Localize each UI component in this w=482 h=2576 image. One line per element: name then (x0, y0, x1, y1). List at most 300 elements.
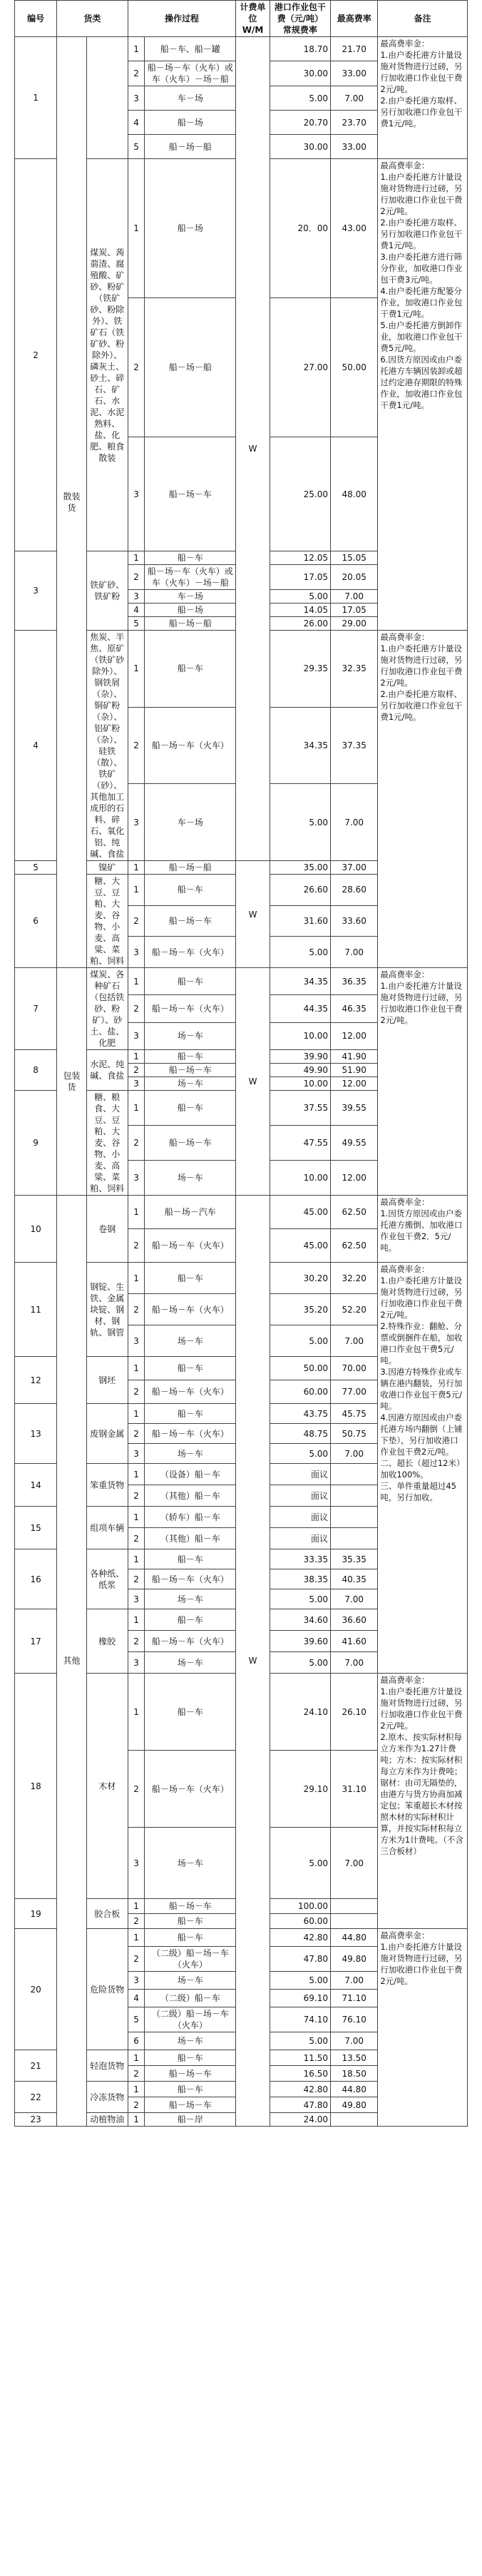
cargo-name: 糖、大豆、豆粕、大麦、谷物、小麦、高粱、菜粕、饲料 (86, 875, 128, 968)
normal-rate: 26.00 (270, 617, 330, 631)
normal-rate: 30.00 (270, 135, 330, 159)
normal-rate: 33.35 (270, 1549, 330, 1569)
normal-rate: 5.00 (270, 784, 330, 861)
max-rate: 7.00 (331, 590, 378, 604)
sub-number: 1 (128, 2082, 145, 2097)
sub-number: 5 (128, 135, 145, 159)
normal-rate: 100.00 (270, 1899, 330, 1914)
operation-text: 船－场－车（火车） (145, 1569, 236, 1589)
max-rate (331, 2113, 378, 2127)
cargo-name: 水泥、纯碱、食盐 (86, 1050, 128, 1091)
row-number: 6 (15, 875, 57, 968)
cargo-name: 冷冻货物 (86, 2082, 128, 2113)
max-rate: 7.00 (331, 2032, 378, 2050)
unit-w-2: W (236, 861, 270, 968)
operation-text: （二级）船－场－车（火车） (145, 1947, 236, 1972)
operation-text: （设备）船－车 (145, 1464, 236, 1485)
operation-text: 船－车、船－罐 (145, 37, 236, 61)
operation-text: 船－场－车（火车）或车（火车）－场－船 (145, 61, 236, 86)
operation-text: 场－车 (145, 1161, 236, 1196)
operation-text: （轿车）船－车 (145, 1507, 236, 1528)
normal-rate: 30.20 (270, 1263, 330, 1294)
cargo-name (86, 37, 128, 159)
normal-rate: 5.00 (270, 1325, 330, 1357)
operation-text: 船－场－车（火车） (145, 1229, 236, 1263)
row-number: 23 (15, 2113, 57, 2127)
max-rate: 13.50 (331, 2050, 378, 2066)
operation-text: 船－车 (145, 2050, 236, 2066)
operation-text: 船－车 (145, 1549, 236, 1569)
sub-number: 3 (128, 1022, 145, 1049)
normal-rate: 5.00 (270, 590, 330, 604)
sub-number: 1 (128, 159, 145, 298)
row-number: 15 (15, 1507, 57, 1549)
cargo-name: 笨重货物 (86, 1464, 128, 1507)
normal-rate: 39.90 (270, 1050, 330, 1064)
normal-rate: 34.60 (270, 1609, 330, 1631)
max-rate: 41.60 (331, 1631, 378, 1652)
sub-number: 3 (128, 86, 145, 111)
normal-rate: 74.10 (270, 2007, 330, 2032)
operation-text: 船－车 (145, 1609, 236, 1631)
operation-text: 船－车 (145, 1914, 236, 1929)
normal-rate: 47.55 (270, 1126, 330, 1161)
sub-number: 1 (128, 1263, 145, 1294)
max-rate: 46.35 (331, 995, 378, 1022)
normal-rate: 50.00 (270, 1357, 330, 1380)
sub-number: 4 (128, 111, 145, 135)
cargo-name: 煤炭、蒟蒻渣、腐殖酸、矿砂、粉矿（铁矿砂、粉除外）、铁矿石（铁矿砂、粉除外）、磷灰土、砂土、碎石、矿石、水泥、水泥熟料、盐、化肥、粮食散装 (86, 159, 128, 551)
normal-rate: 面议 (270, 1507, 330, 1528)
operation-text: 船－场－车 (145, 905, 236, 937)
remark-10: 最高费率金： 1.因货方原因或由户委托港方搬倒、加收港口作业包干费2．5元/吨。 (378, 1196, 468, 1263)
operation-text: 船－车 (145, 1263, 236, 1294)
normal-rate: 17.05 (270, 565, 330, 590)
max-rate: 12.00 (331, 1022, 378, 1049)
normal-rate: 60.00 (270, 1380, 330, 1404)
remark-18: 最高费率金： 1.由户委托港方计量设施对货物进行过磅，另行加收港口作业包干费2元/吨。 2.原木、按实际材积每立方米作为1.27计费吨；方木：按实际材积每立方米作为计费吨；锯材：由司无隔垫的，由港方与货方协商加减定包；笨重超长木材按照木材的实际材积计算，并按实际材积每立方米为1计费吨。（不含三合板材） (378, 1674, 468, 1929)
sub-number: 2 (128, 1947, 145, 1972)
sub-number: 3 (128, 1972, 145, 1990)
max-rate: 77.00 (331, 1380, 378, 1404)
normal-rate: 5.00 (270, 1828, 330, 1899)
sub-number: 2 (128, 1751, 145, 1828)
normal-rate: 5.00 (270, 2032, 330, 2050)
normal-rate: 47.80 (270, 1947, 330, 1972)
max-rate: 7.00 (331, 1652, 378, 1674)
sub-number: 1 (128, 1091, 145, 1126)
sub-number: 2 (128, 1569, 145, 1589)
normal-rate: 49.90 (270, 1064, 330, 1077)
operation-text: 场－车 (145, 1828, 236, 1899)
sub-number: 1 (128, 2050, 145, 2066)
max-rate: 40.35 (331, 1569, 378, 1589)
row-number: 2 (15, 159, 57, 551)
normal-rate: 37.55 (270, 1091, 330, 1126)
operation-text: 场－车 (145, 1325, 236, 1357)
max-rate: 51.90 (331, 1064, 378, 1077)
normal-rate: 18.70 (270, 37, 330, 61)
cargo-name: 轻泡货物 (86, 2050, 128, 2082)
max-rate: 49.80 (331, 1947, 378, 1972)
sub-number: 3 (128, 784, 145, 861)
operation-text: 船－场－船 (145, 298, 236, 437)
row-number: 8 (15, 1050, 57, 1091)
sub-number: 2 (128, 1229, 145, 1263)
max-rate (331, 1914, 378, 1929)
sub-number: 3 (128, 1161, 145, 1196)
operation-text: 船－场－车（火车） (145, 1424, 236, 1444)
remark-7: 最高费率金： 1.由户委托港方计量设施对货物进行过磅，另行加收港口作业包干费2元/吨。 (378, 968, 468, 1196)
max-rate: 37.00 (331, 861, 378, 875)
operation-text: 场－车 (145, 1652, 236, 1674)
normal-rate: 5.00 (270, 937, 330, 968)
cargo-name: 木材 (86, 1674, 128, 1899)
row-number: 16 (15, 1549, 57, 1609)
operation-text: 船－车 (145, 1357, 236, 1380)
max-rate: 62.50 (331, 1196, 378, 1229)
row-number: 18 (15, 1674, 57, 1899)
max-rate: 18.50 (331, 2066, 378, 2082)
max-rate: 43.00 (331, 159, 378, 298)
normal-rate: 5.00 (270, 1652, 330, 1674)
operation-text: 车－场 (145, 86, 236, 111)
sub-number: 3 (128, 1077, 145, 1091)
operation-text: 船－场－车（火车） (145, 1751, 236, 1828)
normal-rate: 5.00 (270, 1972, 330, 1990)
max-rate (331, 1485, 378, 1507)
operation-text: 船－场－车（火车） (145, 1294, 236, 1325)
row-number: 4 (15, 631, 57, 861)
operation-text: 船－场－车 (145, 2097, 236, 2113)
sub-number: 1 (128, 1196, 145, 1229)
normal-rate: 45.00 (270, 1196, 330, 1229)
remark-20: 最高费率金： 1.由户委托港方计量设施对货物进行过磅，另行加收港口作业包干费2元/吨。 (378, 1929, 468, 2127)
max-rate: 29.00 (331, 617, 378, 631)
normal-rate: 35.20 (270, 1294, 330, 1325)
sub-number: 4 (128, 1990, 145, 2007)
row-number: 13 (15, 1404, 57, 1464)
max-rate: 71.10 (331, 1990, 378, 2007)
operation-text: 船－场－车（火车）或车（火车）－场－船 (145, 565, 236, 590)
operation-text: 船－车 (145, 875, 236, 906)
operation-text: 船－车 (145, 968, 236, 995)
operation-text: 船－场－车（火车） (145, 1631, 236, 1652)
sub-number: 5 (128, 617, 145, 631)
header-remark: 备注 (378, 1, 468, 37)
max-rate (331, 1528, 378, 1549)
sub-number: 1 (128, 1899, 145, 1914)
operation-text: 船－车 (145, 1674, 236, 1751)
max-rate: 23.70 (331, 111, 378, 135)
normal-rate: 48.75 (270, 1424, 330, 1444)
operation-text: 船－场－车 (145, 437, 236, 551)
operation-text: 车－场 (145, 784, 236, 861)
operation-text: （其他）船－车 (145, 1485, 236, 1507)
max-rate: 15.05 (331, 551, 378, 565)
normal-rate: 10.00 (270, 1022, 330, 1049)
max-rate: 44.80 (331, 2082, 378, 2097)
max-rate: 48.00 (331, 437, 378, 551)
row-number: 12 (15, 1357, 57, 1404)
max-rate: 41.90 (331, 1050, 378, 1064)
unit-w-3: W (236, 968, 270, 1196)
max-rate (331, 1507, 378, 1528)
operation-text: 船－场－车 (145, 1064, 236, 1077)
sub-number: 1 (128, 631, 145, 708)
sub-number: 2 (128, 1294, 145, 1325)
operation-text: 船－场－船 (145, 861, 236, 875)
sub-number: 2 (128, 1126, 145, 1161)
operation-text: 船－场－车（火车） (145, 995, 236, 1022)
normal-rate: 24.10 (270, 1674, 330, 1751)
sub-number: 1 (128, 968, 145, 995)
sub-number: 1 (128, 1464, 145, 1485)
operation-text: 船－车 (145, 631, 236, 708)
normal-rate: 20．00 (270, 159, 330, 298)
row-number: 10 (15, 1196, 57, 1263)
max-rate: 70.00 (331, 1357, 378, 1380)
operation-text: 船－场－船 (145, 135, 236, 159)
normal-rate: 14.05 (270, 604, 330, 617)
cargo-name: 各种纸、纸浆 (86, 1549, 128, 1609)
max-rate: 33.60 (331, 905, 378, 937)
max-rate: 7.00 (331, 86, 378, 111)
max-rate: 37.35 (331, 707, 378, 784)
max-rate: 7.00 (331, 1828, 378, 1899)
operation-text: 船－场－车 (145, 1899, 236, 1914)
operation-text: 船－车 (145, 1929, 236, 1947)
max-rate: 7.00 (331, 937, 378, 968)
operation-text: 场－车 (145, 1444, 236, 1464)
max-rate: 12.00 (331, 1077, 378, 1091)
unit-w-4: W (236, 1196, 270, 2127)
max-rate: 39.55 (331, 1091, 378, 1126)
max-rate: 21.70 (331, 37, 378, 61)
normal-rate: 12.05 (270, 551, 330, 565)
rate-table-body (15, 37, 468, 2127)
category-other: 其他 (57, 1196, 86, 2127)
operation-text: 场－车 (145, 1077, 236, 1091)
sub-number: 2 (128, 1631, 145, 1652)
normal-rate: 34.35 (270, 968, 330, 995)
header-no: 编号 (15, 1, 57, 37)
cargo-name: 组项车辆 (86, 1507, 128, 1549)
operation-text: 场－车 (145, 2032, 236, 2050)
remark-4: 最高费率金： 1.由户委托港方计量设施对货物进行过磅，另行加收港口作业包干费2元/吨。 2.由户委托港方取样、另行加收港口作业包干费1元/吨。 (378, 631, 468, 968)
max-rate: 49.55 (331, 1126, 378, 1161)
sub-number: 1 (128, 1674, 145, 1751)
cargo-name: 煤炭、各种矿石（包括铁砂、粉矿）、砂土、盐、化肥 (86, 968, 128, 1050)
normal-rate: 25.00 (270, 437, 330, 551)
max-rate: 36.60 (331, 1609, 378, 1631)
sub-number: 3 (128, 1325, 145, 1357)
operation-text: 船－车 (145, 551, 236, 565)
remark-1: 最高费率金： 1.由户委托港方计量设施对货物进行过磅，另行加收港口作业包干费2元/吨。 2.由户委托港方取样、另行加收港口作业包干费1元/吨。 (378, 37, 468, 159)
operation-text: 船－场 (145, 604, 236, 617)
sub-number: 3 (128, 1652, 145, 1674)
table-row (15, 968, 468, 995)
max-rate: 33.00 (331, 61, 378, 86)
cargo-name: 镍矿 (86, 861, 128, 875)
unit-w-1: W (236, 37, 270, 861)
normal-rate: 34.35 (270, 707, 330, 784)
normal-rate: 5.00 (270, 1589, 330, 1609)
operation-text: 船－车 (145, 2082, 236, 2097)
row-number: 17 (15, 1609, 57, 1674)
sub-number: 1 (128, 1507, 145, 1528)
operation-text: 船－场－车 (145, 2066, 236, 2082)
operation-text: 船－场－汽车 (145, 1196, 236, 1229)
row-number: 21 (15, 2050, 57, 2082)
operation-text: 船－场－船 (145, 617, 236, 631)
sub-number: 2 (128, 707, 145, 784)
max-rate: 62.50 (331, 1229, 378, 1263)
operation-text: （二级）船－车 (145, 1990, 236, 2007)
cargo-name: 胶合板 (86, 1899, 128, 1929)
sub-number: 3 (128, 590, 145, 604)
max-rate: 28.60 (331, 875, 378, 906)
normal-rate: 43.75 (270, 1404, 330, 1424)
normal-rate: 29.10 (270, 1751, 330, 1828)
max-rate: 7.00 (331, 1972, 378, 1990)
sub-number: 3 (128, 1828, 145, 1899)
operation-text: 场－车 (145, 1972, 236, 1990)
row-number: 9 (15, 1091, 57, 1196)
cargo-name: 铁矿砂、铁矿粉 (86, 551, 128, 631)
cargo-name: 橡胶 (86, 1609, 128, 1674)
max-rate: 20.05 (331, 565, 378, 590)
max-rate: 49.80 (331, 2097, 378, 2113)
cargo-name: 危险货物 (86, 1929, 128, 2050)
normal-rate: 39.60 (270, 1631, 330, 1652)
sub-number: 2 (128, 2097, 145, 2113)
sub-number: 1 (128, 861, 145, 875)
sub-number: 1 (128, 37, 145, 61)
rate-table (14, 0, 468, 2127)
table-row (15, 37, 468, 61)
max-rate (331, 1899, 378, 1914)
row-number: 11 (15, 1263, 57, 1357)
sub-number: 3 (128, 437, 145, 551)
row-number: 5 (15, 861, 57, 875)
sub-number: 4 (128, 604, 145, 617)
normal-rate: 20.70 (270, 111, 330, 135)
operation-text: 船－车 (145, 1050, 236, 1064)
normal-rate: 31.60 (270, 905, 330, 937)
max-rate: 7.00 (331, 1589, 378, 1609)
sub-number: 1 (128, 1549, 145, 1569)
sub-number: 6 (128, 2032, 145, 2050)
sub-number: 3 (128, 1589, 145, 1609)
normal-rate: 47.80 (270, 2097, 330, 2113)
row-number: 19 (15, 1899, 57, 1929)
sub-number: 3 (128, 1444, 145, 1464)
sub-number: 2 (128, 2066, 145, 2082)
header-normal-rate: 港口作业包干费（元/吨） 常规费率 (270, 1, 330, 37)
normal-rate: 5.00 (270, 86, 330, 111)
max-rate: 31.10 (331, 1751, 378, 1828)
operation-text: 船－场－车 (145, 1126, 236, 1161)
sub-number: 2 (128, 995, 145, 1022)
max-rate: 32.35 (331, 631, 378, 708)
operation-text: 场－车 (145, 1022, 236, 1049)
remark-11: 最高费率金： 1.由户委托港方计量设施对货物进行过磅，另行加收港口作业包干费2元/吨。 2.特殊作业：翻舱、分票或倒捆件在船，加收港口作业包干费5元/吨。 3.因港方特殊作业或车辆在港内翻装，另行加收港口作业包干费5元/吨。 4.因港方原因或由户委托港方场内翻倒（上铺下垫），另行加收港口作业包干费2元/吨。 二、超长（超过12米）加收100%。 三、单件重量超过45吨，另行加收。 (378, 1263, 468, 1674)
normal-rate: 60.00 (270, 1914, 330, 1929)
remark-2: 最高费率金： 1.由户委托港方计量设施对货物进行过磅，另行加收港口作业包干费2元/吨。 2.由户委托港方取样、另行加收港口作业包干费1元/吨。 3.由户委托港方进行筛分作业，加收港口作业包干费3元/吨。 4.由户委托港方配篓分作业，加收港口作业包干费1元/吨。 5.由户委托港方倒卸作业，加收港口作业包干费5元/吨。 6.因货方原因或由户委托港方车辆因装卸或超过约定港存期限的特殊作业，加收港口作业包干费1元/吨。 (378, 159, 468, 631)
max-rate: 32.20 (331, 1263, 378, 1294)
normal-rate: 30.00 (270, 61, 330, 86)
sub-number: 2 (128, 298, 145, 437)
header-max-rate: 最高费率 (331, 1, 378, 37)
normal-rate: 44.35 (270, 995, 330, 1022)
normal-rate: 38.35 (270, 1569, 330, 1589)
max-rate: 76.10 (331, 2007, 378, 2032)
normal-rate: 面议 (270, 1464, 330, 1485)
operation-text: 船－车 (145, 1404, 236, 1424)
header-unit: 计费单位 W/M (236, 1, 270, 37)
header-row (15, 1, 468, 37)
max-rate: 7.00 (331, 1444, 378, 1464)
row-number: 1 (15, 37, 57, 159)
sub-number: 5 (128, 2007, 145, 2032)
normal-rate: 26.60 (270, 875, 330, 906)
max-rate: 50.00 (331, 298, 378, 437)
row-number: 3 (15, 551, 57, 631)
max-rate: 52.20 (331, 1294, 378, 1325)
sub-number: 2 (128, 1528, 145, 1549)
category-bag: 包装货 (57, 968, 86, 1196)
max-rate: 7.00 (331, 784, 378, 861)
operation-text: 船－场－车（火车） (145, 707, 236, 784)
max-rate: 36.35 (331, 968, 378, 995)
operation-text: 场－车 (145, 1589, 236, 1609)
sub-number: 1 (128, 1609, 145, 1631)
max-rate: 12.00 (331, 1161, 378, 1196)
sub-number: 2 (128, 1914, 145, 1929)
max-rate (331, 1464, 378, 1485)
max-rate: 26.10 (331, 1674, 378, 1751)
max-rate: 17.05 (331, 604, 378, 617)
normal-rate: 10.00 (270, 1161, 330, 1196)
row-number: 7 (15, 968, 57, 1050)
header-operation: 操作过程 (128, 1, 236, 37)
sub-number: 3 (128, 937, 145, 968)
cargo-name: 焦炭、半焦、原矿（铁矿砂除外）、钢铁屑（杂）、铜矿粉（杂）、铝矿粉（杂）、硅铁（散）、铁矿（砂）、其他加工成形的石料、碎石、氧化铝、纯碱、食盐 (86, 631, 128, 861)
normal-rate: 42.80 (270, 1929, 330, 1947)
max-rate: 44.80 (331, 1929, 378, 1947)
operation-text: 船－场－车（火车） (145, 937, 236, 968)
normal-rate: 24.00 (270, 2113, 330, 2127)
operation-text: （二级）船－场－车（火车） (145, 2007, 236, 2032)
normal-rate: 5.00 (270, 1444, 330, 1464)
cargo-name: 废钢金属 (86, 1404, 128, 1464)
sub-number: 1 (128, 551, 145, 565)
sub-number: 1 (128, 1050, 145, 1064)
cargo-name: 卷钢 (86, 1196, 128, 1263)
operation-text: 船－岸 (145, 2113, 236, 2127)
max-rate: 35.35 (331, 1549, 378, 1569)
normal-rate: 面议 (270, 1485, 330, 1507)
row-number: 14 (15, 1464, 57, 1507)
sub-number: 2 (128, 61, 145, 86)
max-rate: 33.00 (331, 135, 378, 159)
normal-rate: 29.35 (270, 631, 330, 708)
normal-rate: 27.00 (270, 298, 330, 437)
sub-number: 2 (128, 905, 145, 937)
sub-number: 1 (128, 1929, 145, 1947)
operation-text: 车－场 (145, 590, 236, 604)
